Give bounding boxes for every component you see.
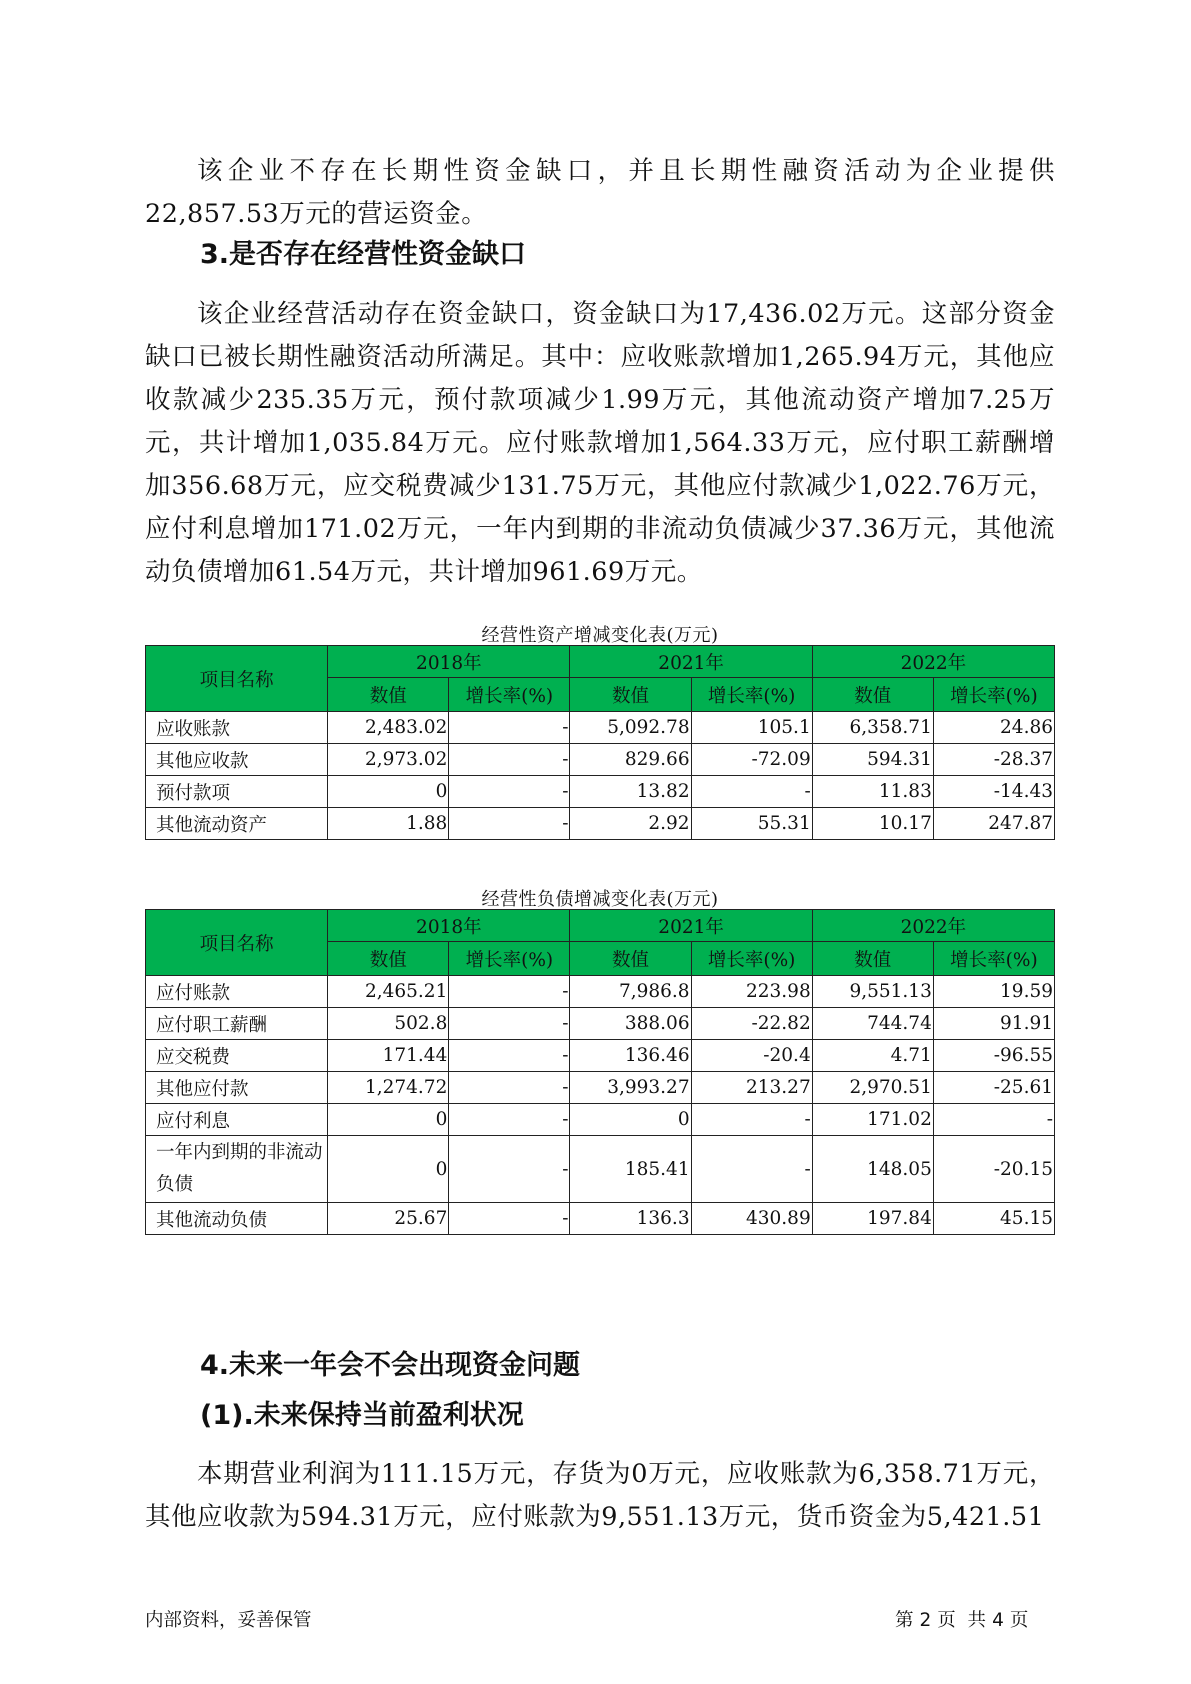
cell-value-2018: 2,973.02	[328, 744, 449, 776]
cell-value-2018: 25.67	[328, 1203, 449, 1235]
table-row	[146, 1136, 1055, 1203]
cell-growth-2021: -	[691, 776, 812, 808]
cell-value-2021: 829.66	[570, 744, 691, 776]
header-value: 数值	[328, 942, 449, 976]
header-growth: 增长率(%)	[449, 942, 570, 976]
row-label: 应付账款	[146, 976, 328, 1008]
header-year-2021: 2021年	[570, 910, 812, 942]
row-label: 其他流动负债	[146, 1203, 328, 1235]
cell-growth-2018: -	[449, 976, 570, 1008]
paragraph-long-term-funding: 该企业不存在长期性资金缺口，并且长期性融资活动为企业提供22,857.53万元的营运资金。	[145, 156, 1055, 229]
cell-value-2021: 136.3	[570, 1203, 691, 1235]
page-mid: 页 共	[937, 1610, 987, 1631]
header-growth: 增长率(%)	[691, 678, 812, 712]
cell-value-2021: 185.41	[570, 1136, 691, 1203]
header-year-2021: 2021年	[570, 646, 812, 678]
asset-change-table	[145, 645, 1055, 840]
section-heading-4: 4.未来一年会不会出现资金问题	[200, 1350, 581, 1381]
header-value: 数值	[570, 942, 691, 976]
cell-growth-2022: -28.37	[933, 744, 1054, 776]
cell-value-2022: 197.84	[812, 1203, 933, 1235]
cell-growth-2021: 213.27	[691, 1072, 812, 1104]
cell-value-2021: 136.46	[570, 1040, 691, 1072]
cell-growth-2022: -	[933, 1104, 1054, 1136]
page-total: 4	[992, 1610, 1004, 1631]
table-row	[146, 776, 1055, 808]
header-value: 数值	[328, 678, 449, 712]
cell-growth-2021: -22.82	[691, 1008, 812, 1040]
cell-value-2021: 0	[570, 1104, 691, 1136]
cell-growth-2022: -96.55	[933, 1040, 1054, 1072]
cell-value-2022: 171.02	[812, 1104, 933, 1136]
footer-confidential-note: 内部资料，妥善保管	[145, 1610, 312, 1631]
cell-value-2021: 7,986.8	[570, 976, 691, 1008]
header-growth: 增长率(%)	[933, 942, 1054, 976]
cell-value-2022: 9,551.13	[812, 976, 933, 1008]
cell-growth-2018: -	[449, 1104, 570, 1136]
cell-growth-2018: -	[449, 1040, 570, 1072]
table-row	[146, 1203, 1055, 1235]
subsection-heading-4-1: (1).未来保持当前盈利状况	[200, 1400, 524, 1431]
table-row	[146, 1072, 1055, 1104]
asset-table-caption: 经营性资产增减变化表(万元)	[481, 625, 719, 646]
cell-growth-2021: 55.31	[691, 808, 812, 840]
cell-growth-2021: 430.89	[691, 1203, 812, 1235]
header-growth: 增长率(%)	[691, 942, 812, 976]
cell-growth-2021: 223.98	[691, 976, 812, 1008]
liability-table-caption: 经营性负债增减变化表(万元)	[481, 889, 719, 910]
row-label: 其他应收款	[146, 744, 328, 776]
cell-value-2022: 594.31	[812, 744, 933, 776]
table-row	[146, 744, 1055, 776]
cell-growth-2021: -	[691, 1136, 812, 1203]
cell-growth-2018: -	[449, 1072, 570, 1104]
cell-value-2018: 1,274.72	[328, 1072, 449, 1104]
cell-growth-2022: -20.15	[933, 1136, 1054, 1203]
header-growth: 增长率(%)	[449, 678, 570, 712]
cell-growth-2022: -25.61	[933, 1072, 1054, 1104]
header-value: 数值	[812, 678, 933, 712]
header-item-name: 项目名称	[146, 646, 328, 712]
cell-growth-2022: 19.59	[933, 976, 1054, 1008]
header-value: 数值	[812, 942, 933, 976]
header-year-2022: 2022年	[812, 646, 1054, 678]
row-label: 应收账款	[146, 712, 328, 744]
cell-growth-2021: -20.4	[691, 1040, 812, 1072]
cell-growth-2018: -	[449, 1008, 570, 1040]
table-row	[146, 1104, 1055, 1136]
cell-growth-2021: -72.09	[691, 744, 812, 776]
cell-growth-2022: 91.91	[933, 1008, 1054, 1040]
cell-growth-2018: -	[449, 1203, 570, 1235]
cell-value-2018: 2,465.21	[328, 976, 449, 1008]
section-heading-3: 3.是否存在经营性资金缺口	[200, 239, 527, 270]
cell-value-2021: 5,092.78	[570, 712, 691, 744]
cell-value-2021: 3,993.27	[570, 1072, 691, 1104]
row-label: 预付款项	[146, 776, 328, 808]
cell-value-2022: 11.83	[812, 776, 933, 808]
cell-value-2018: 2,483.02	[328, 712, 449, 744]
page-number	[895, 1606, 1034, 1632]
header-year-2018: 2018年	[328, 910, 570, 942]
header-item-name: 项目名称	[146, 910, 328, 976]
row-label: 应付利息	[146, 1104, 328, 1136]
cell-growth-2021: -	[691, 1104, 812, 1136]
cell-value-2022: 744.74	[812, 1008, 933, 1040]
header-year-2022: 2022年	[812, 910, 1054, 942]
cell-growth-2018: -	[449, 1136, 570, 1203]
cell-value-2022: 10.17	[812, 808, 933, 840]
cell-value-2022: 6,358.71	[812, 712, 933, 744]
cell-value-2021: 13.82	[570, 776, 691, 808]
row-label: 一年内到期的非流动负债	[146, 1136, 328, 1203]
paragraph-profit-status: 本期营业利润为111.15万元，存货为0万元，应收账款为6,358.71万元，其他应收款为594.31万元，应付账款为9,551.13万元，货币资金为5,421.51	[145, 1459, 1055, 1532]
cell-value-2022: 148.05	[812, 1136, 933, 1203]
cell-value-2018: 0	[328, 1104, 449, 1136]
header-year-2018: 2018年	[328, 646, 570, 678]
cell-value-2018: 0	[328, 1136, 449, 1203]
header-growth: 增长率(%)	[933, 678, 1054, 712]
cell-growth-2018: -	[449, 776, 570, 808]
cell-growth-2022: 247.87	[933, 808, 1054, 840]
row-label: 应付职工薪酬	[146, 1008, 328, 1040]
page-current: 2	[919, 1610, 932, 1631]
cell-growth-2018: -	[449, 808, 570, 840]
cell-growth-2018: -	[449, 712, 570, 744]
cell-value-2018: 1.88	[328, 808, 449, 840]
header-value: 数值	[570, 678, 691, 712]
page-prefix: 第	[895, 1610, 914, 1631]
cell-value-2021: 2.92	[570, 808, 691, 840]
cell-value-2018: 171.44	[328, 1040, 449, 1072]
liability-change-table	[145, 909, 1055, 1235]
table-row	[146, 1040, 1055, 1072]
cell-value-2022: 4.71	[812, 1040, 933, 1072]
cell-value-2018: 0	[328, 776, 449, 808]
cell-value-2021: 388.06	[570, 1008, 691, 1040]
table-row	[146, 808, 1055, 840]
row-label: 其他应付款	[146, 1072, 328, 1104]
table-row	[146, 976, 1055, 1008]
cell-value-2018: 502.8	[328, 1008, 449, 1040]
cell-growth-2021: 105.1	[691, 712, 812, 744]
row-label: 其他流动资产	[146, 808, 328, 840]
table-row	[146, 712, 1055, 744]
paragraph-operating-gap: 该企业经营活动存在资金缺口，资金缺口为17,436.02万元。这部分资金缺口已被长期性融资活动所满足。其中：应收账款增加1,265.94万元，其他应收款减少235.35万元，预付款项减少1.99万元，其他流动资产增加7.25万元，共计增加1,035.84万元。应付账款增加1,564.33万元，应付职工薪酬增加356.68万元，应交税费减少131.75万元，其他应付款减少1,022.76万元，应付利息增加171.02万元，一年内到期的非流动负债减少37.36万元，其他流动负债增加61.54万元，共计增加961.69万元。	[145, 299, 1055, 587]
cell-value-2022: 2,970.51	[812, 1072, 933, 1104]
cell-growth-2018: -	[449, 744, 570, 776]
table-row	[146, 1008, 1055, 1040]
cell-growth-2022: 45.15	[933, 1203, 1054, 1235]
page-suffix: 页	[1009, 1610, 1029, 1631]
cell-growth-2022: 24.86	[933, 712, 1054, 744]
cell-growth-2022: -14.43	[933, 776, 1054, 808]
row-label: 应交税费	[146, 1040, 328, 1072]
